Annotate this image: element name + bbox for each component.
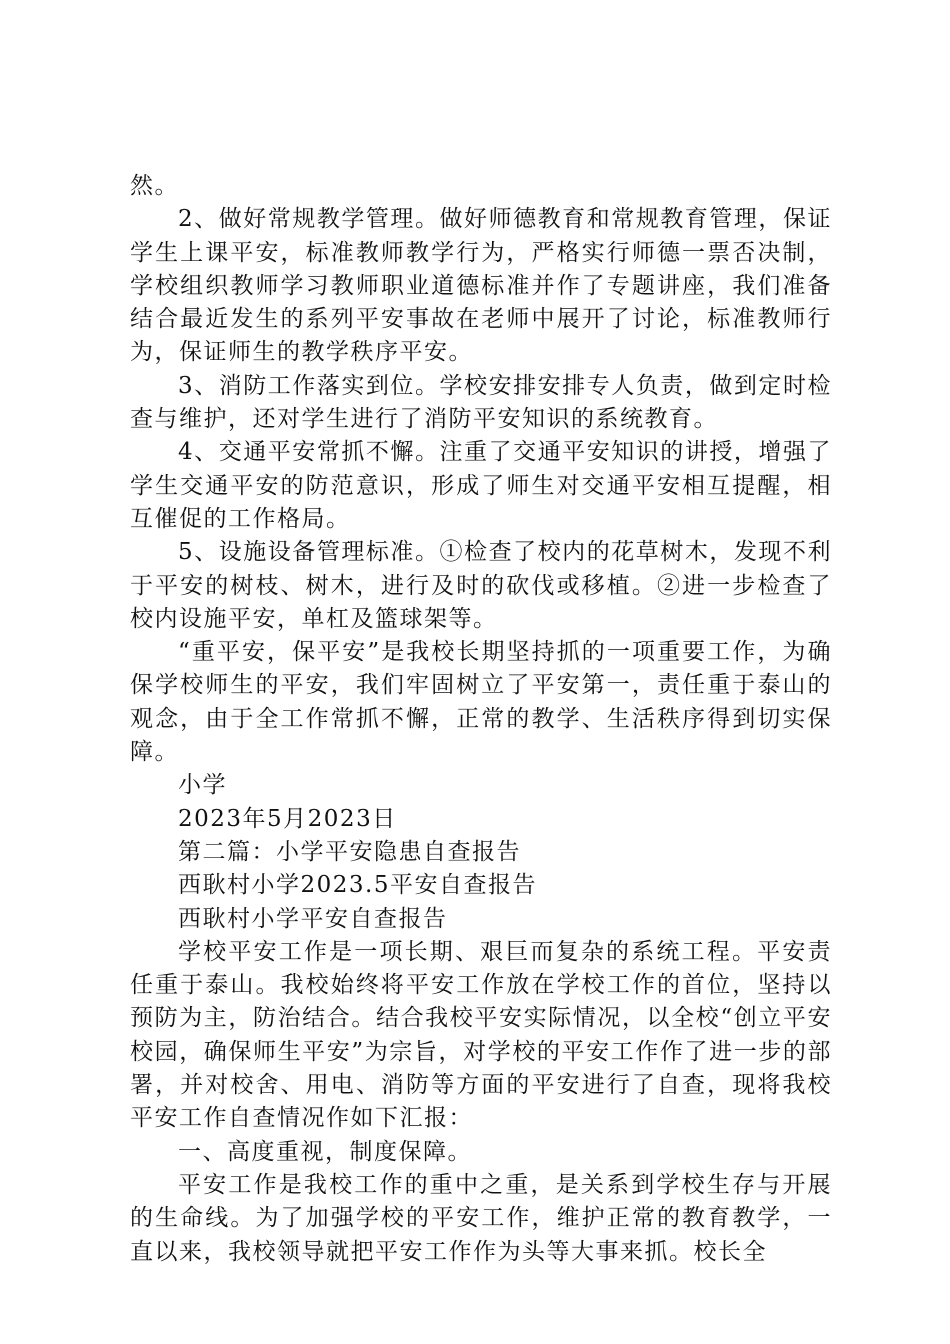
signature-date: 2023年5月2023日 xyxy=(178,805,397,832)
subheading: 一、高度重视，制度保障。 xyxy=(178,1138,472,1165)
paragraph: 4、交通平安常抓不懈。注重了交通平安知识的讲授，增强了学生交通平安的防范意识，形成了师生对交通平安相互提醒，相互催促的工作格局。 xyxy=(130,439,832,532)
paragraph: 5、设施设备管理标准。①检查了校内的花草树木，发现不利于平安的树枝、树木，进行及时的砍伐或移植。②进一步检查了校内设施平安，单杠及篮球架等。 xyxy=(130,539,832,632)
report-title: 西耿村小学2023.5平安自查报告 xyxy=(178,872,537,899)
signature-school: 小学 xyxy=(178,772,227,799)
report-subtitle: 西耿村小学平安自查报告 xyxy=(178,905,448,932)
paragraph: 平安工作是我校工作的重中之重，是关系到学校生存与开展的生命线。为了加强学校的平安工作，维护正常的教育教学，一直以来，我校领导就把平安工作作为头等大事来抓。校长全 xyxy=(130,1171,832,1265)
paragraph: “重平安，保平安”是我校长期坚持抓的一项重要工作，为确保学校师生的平安，我们牢固树立了平安第一，责任重于泰山的观念，由于全工作常抓不懈，正常的教学、生活秩序得到切实保障。 xyxy=(130,639,832,766)
document-body xyxy=(130,170,832,1269)
section-heading: 第二篇：小学平安隐患自查报告 xyxy=(178,838,521,865)
paragraph: 学校平安工作是一项长期、艰巨而复杂的系统工程。平安责任重于泰山。我校始终将平安工作放在学校工作的首位，坚持以预防为主，防治结合。结合我校平安实际情况，以全校“创立平安校园，确保师生平安”为宗旨，对学校的平安工作作了进一步的部署，并对校舍、用电、消防等方面的平安进行了自查，现将我校平安工作自查情况作如下汇报： xyxy=(130,938,832,1132)
paragraph: 3、消防工作落实到位。学校安排安排专人负责，做到定时检查与维护，还对学生进行了消防平安知识的系统教育。 xyxy=(130,372,832,433)
paragraph: 2、做好常规教学管理。做好师德教育和常规教育管理，保证学生上课平安，标准教师教学行为，严格实行师德一票否决制，学校组织教师学习教师职业道德标准并作了专题讲座，我们准备结合最近发生的系列平安事故在老师中展开了讨论，标准教师行为，保证师生的教学秩序平安。 xyxy=(130,206,832,366)
paragraph: 然。 xyxy=(130,173,179,199)
